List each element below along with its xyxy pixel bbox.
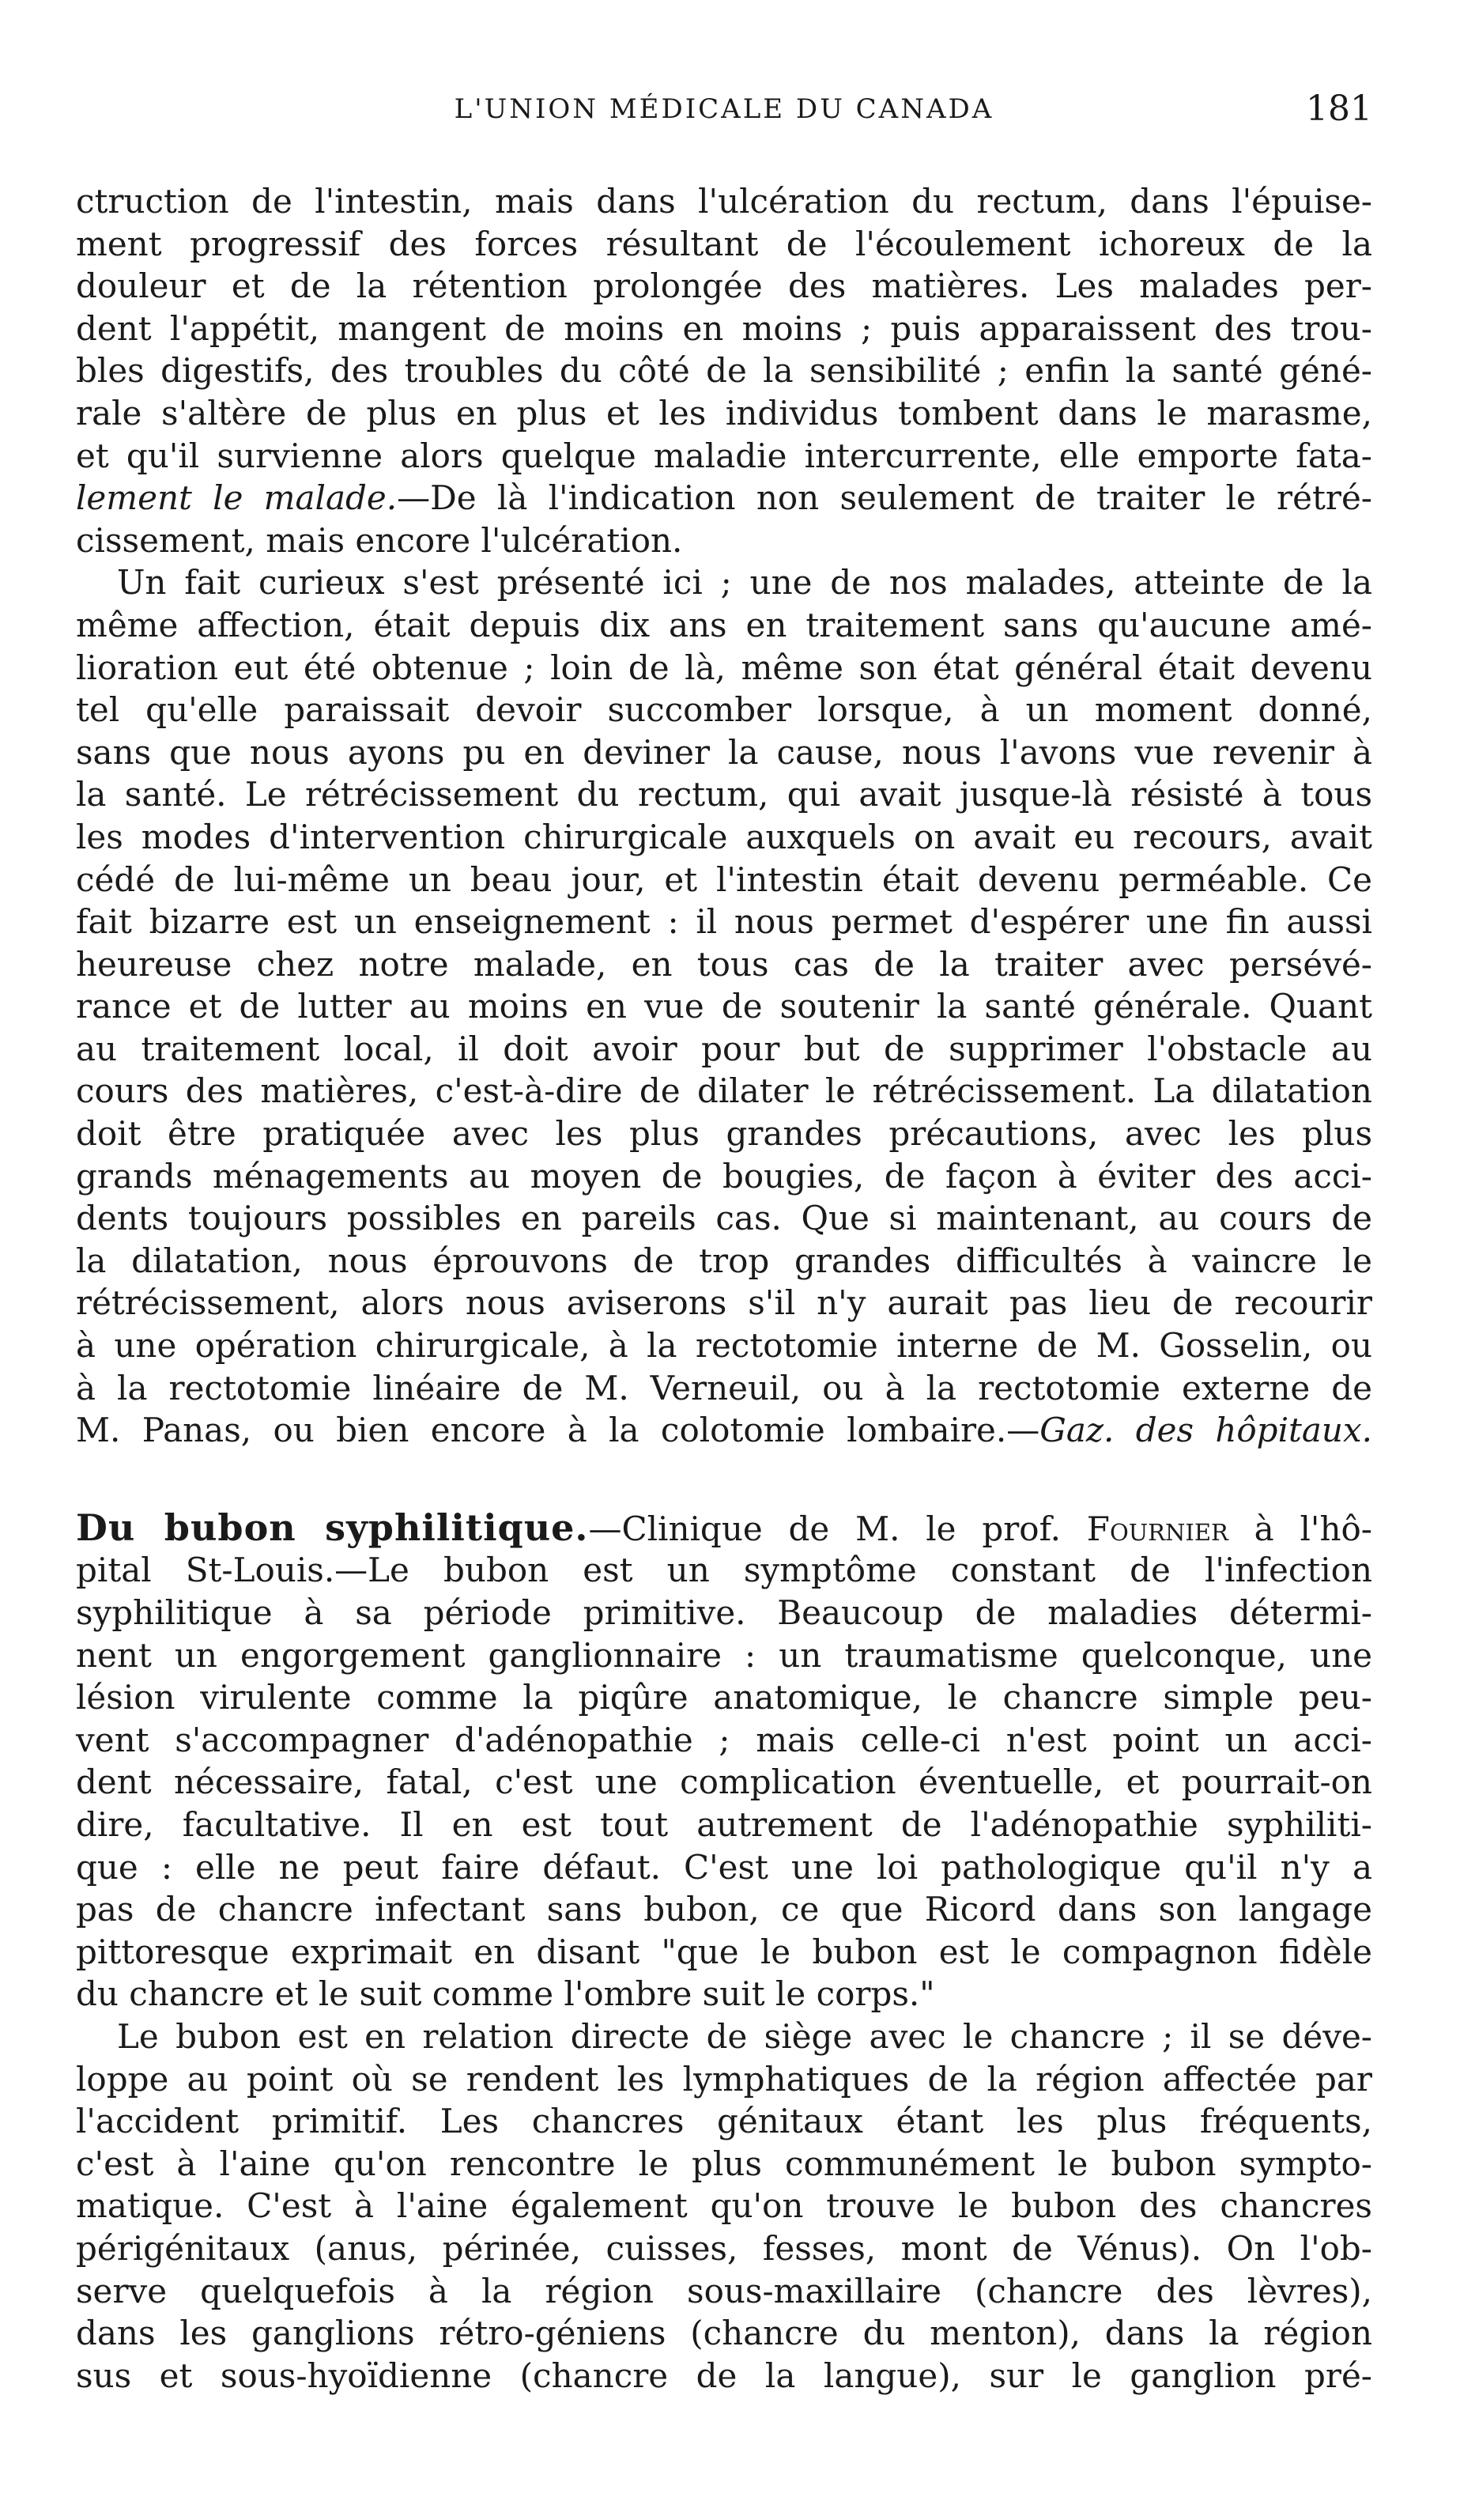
text-line: à la rectotomie linéaire de M. Verneuil, ou à la rectotomie externe de	[76, 1368, 1372, 1407]
text-line: sus et sous-hyoïdienne (chancre de la langue), sur le ganglion pré-	[76, 2356, 1372, 2395]
paragraph	[76, 180, 1372, 561]
text-line: ment progressif des forces résultant de l'écoulement ichoreux de la	[76, 224, 1372, 263]
section-bubon-syphilitique	[76, 1507, 1372, 2016]
text-fragment: à l'hô-	[1228, 1509, 1372, 1548]
text-line: cissement, mais encore l'ulcération.	[76, 520, 683, 560]
text-line: tel qu'elle paraissait devoir succomber lorsque, à un moment donné,	[76, 690, 1372, 730]
text-line: sans que nous ayons pu en deviner la cause, nous l'avons vue revenir à	[76, 732, 1372, 772]
text-line: vent s'accompagner d'adénopathie ; mais celle-ci n'est point un acci-	[76, 1720, 1372, 1759]
text-line: Un fait curieux s'est présenté ici ; une de nos malades, atteinte de la	[117, 563, 1372, 603]
text-line: au traitement local, il doit avoir pour but de supprimer l'obstacle au	[76, 1029, 1372, 1068]
text-line: Le bubon est en relation directe de siège avec le chancre ; il se déve-	[117, 2016, 1372, 2056]
text-line: nent un engorgement ganglionnaire : un traumatisme quelconque, une	[76, 1635, 1372, 1675]
text-line: même affection, était depuis dix ans en traitement sans qu'aucune amé-	[76, 605, 1372, 644]
italic-text: lement le malade.	[76, 478, 398, 518]
text-line: dire, facultative. Il en est tout autrement de l'adénopathie syphiliti-	[76, 1804, 1372, 1844]
running-title: L'UNION MÉDICALE DU CANADA	[454, 93, 994, 125]
page-number: 181	[1306, 89, 1372, 129]
text-line: pittoresque exprimait en disant "que le bubon est le compagnon fidèle	[76, 1932, 1372, 1971]
text-line: ctruction de l'intestin, mais dans l'ulcération du rectum, dans l'épuise-	[76, 182, 1372, 221]
source-citation: Gaz. des hôpitaux.	[1039, 1411, 1373, 1450]
text-line: dent nécessaire, fatal, c'est une complication éventuelle, et pourrait-on	[76, 1762, 1372, 1802]
text-line: la dilatation, nous éprouvons de trop grandes difficultés à vaincre le	[76, 1241, 1372, 1280]
text-line: serve quelquefois à la région sous-maxillaire (chancre des lèvres),	[76, 2271, 1372, 2310]
paragraph	[76, 561, 1372, 1451]
paragraph	[76, 2016, 1372, 2397]
text-line	[76, 1409, 1372, 1452]
page-body	[76, 180, 1372, 2397]
section-title: Du bubon syphilitique.	[76, 1506, 589, 1549]
text-line: bles digestifs, des troubles du côté de la sensibilité ; enfin la santé géné-	[76, 351, 1372, 391]
text-line: cédé de lui-même un beau jour, et l'intestin était devenu perméable. Ce	[76, 860, 1372, 899]
text-line: du chancre et le suit comme l'ombre suit le corps."	[76, 1974, 935, 2014]
text-line: à une opération chirurgicale, à la rectotomie interne de M. Gosselin, ou	[76, 1326, 1372, 1366]
text-line: que : elle ne peut faire défaut. C'est une loi pathologique qu'il n'y a	[76, 1847, 1372, 1887]
text-line: pas de chancre infectant sans bubon, ce que Ricord dans son langage	[76, 1890, 1372, 1929]
text-line: pital St-Louis.—Le bubon est un symptôme constant de l'infection	[76, 1551, 1372, 1590]
text-fragment: M. Panas, ou bien encore à la colotomie lombaire.—	[76, 1411, 1040, 1450]
text-line: l'accident primitif. Les chancres génitaux étant les plus fréquents,	[76, 2102, 1372, 2141]
section-subtitle: —Clinique de M. le prof.	[588, 1509, 1087, 1548]
text-line: doit être pratiquée avec les plus grandes précautions, avec les plus	[76, 1114, 1372, 1154]
text-line: lésion virulente comme la piqûre anatomique, le chancre simple peu-	[76, 1678, 1372, 1717]
text-line: douleur et de la rétention prolongée des matières. Les malades per-	[76, 266, 1372, 306]
text-line: fait bizarre est un enseignement : il nous permet d'espérer une fin aussi	[76, 902, 1372, 942]
page-header	[76, 89, 1372, 141]
author-name: Fournier	[1086, 1509, 1228, 1548]
section-gap	[76, 1452, 1372, 1507]
text-line: c'est à l'aine qu'on rencontre le plus communément le bubon sympto-	[76, 2144, 1372, 2183]
text-line: heureuse chez notre malade, en tous cas de la traiter avec persévé-	[76, 944, 1372, 984]
text-line: et qu'il survienne alors quelque maladie intercurrente, elle emporte fata-	[76, 436, 1372, 475]
text-line	[76, 477, 1372, 519]
text-line: rance et de lutter au moins en vue de soutenir la santé générale. Quant	[76, 987, 1372, 1026]
text-line: lioration eut été obtenue ; loin de là, même son état général était devenu	[76, 648, 1372, 687]
text-line: loppe au point où se rendent les lymphatiques de la région affectée par	[76, 2059, 1372, 2099]
text-line: grands ménagements au moyen de bougies, de façon à éviter des acci-	[76, 1156, 1372, 1196]
text-line: rétrécissement, alors nous aviserons s'il n'y aurait pas lieu de recourir	[76, 1283, 1372, 1323]
text-line: matique. C'est à l'aine également qu'on trouve le bubon des chancres	[76, 2186, 1372, 2226]
text-line: syphilitique à sa période primitive. Beaucoup de maladies détermi-	[76, 1593, 1372, 1632]
text-line: dans les ganglions rétro-géniens (chancre du menton), dans la région	[76, 2314, 1372, 2353]
text-line: cours des matières, c'est-à-dire de dilater le rétrécissement. La dilatation	[76, 1071, 1372, 1111]
text-line: dent l'appétit, mangent de moins en moins ; puis apparaissent des trou-	[76, 308, 1372, 348]
text-line: périgénitaux (anus, périnée, cuisses, fesses, mont de Vénus). On l'ob-	[76, 2228, 1372, 2268]
text-line: la santé. Le rétrécissement du rectum, qui avait jusque-là résisté à tous	[76, 775, 1372, 814]
text-line: les modes d'intervention chirurgicale auxquels on avait eu recours, avait	[76, 817, 1372, 856]
section-heading-line	[76, 1507, 1372, 1550]
text-line: dents toujours possibles en pareils cas. Que si maintenant, au cours de	[76, 1199, 1372, 1238]
text-fragment: —De là l'indication non seulement de traiter le rétré-	[397, 478, 1372, 518]
text-line: rale s'altère de plus en plus et les individus tombent dans le marasme,	[76, 393, 1372, 433]
